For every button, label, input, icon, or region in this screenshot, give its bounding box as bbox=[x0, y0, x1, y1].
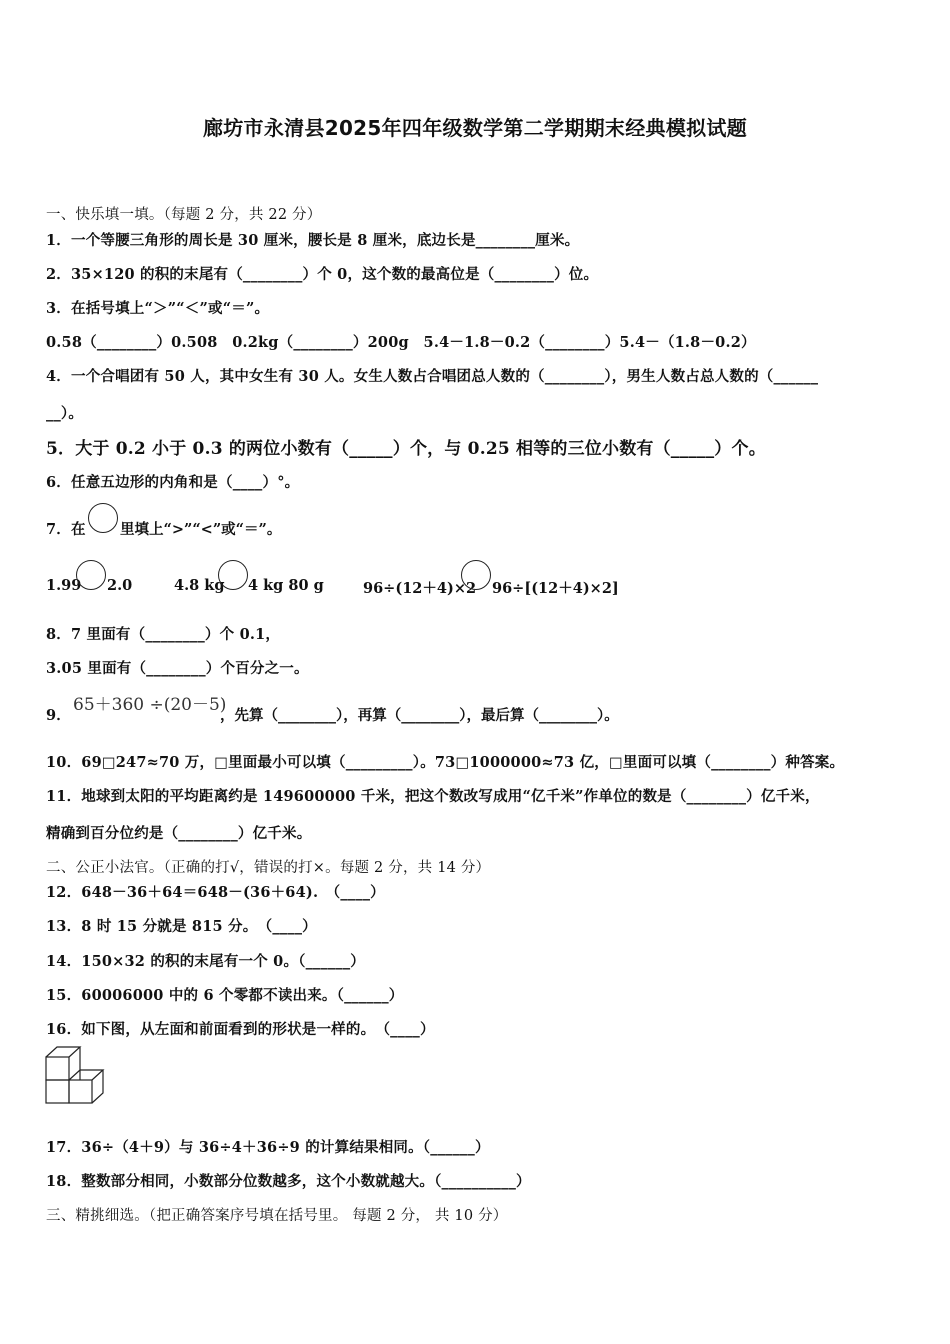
compare-circle-c[interactable] bbox=[461, 560, 491, 590]
question-9-expression: 65＋360 ÷(20－5) bbox=[73, 695, 227, 715]
compare-circle-a[interactable] bbox=[76, 560, 106, 590]
question-15: 15．60006000 中的 6 个零都不读出来。（______） bbox=[46, 987, 404, 1004]
question-16: 16．如下图，从左面和前面看到的形状是一样的。 （____） bbox=[46, 1021, 435, 1038]
section-2-heading: 二、公正小法官。（正确的打√，错误的打×。每题 2 分，共 14 分） bbox=[46, 860, 491, 876]
question-7-suffix: 里填上“>”“<”或“＝”。 bbox=[120, 521, 282, 538]
question-18: 18．整数部分相同，小数部分位数越多，这个小数就越大。（__________） bbox=[46, 1173, 531, 1190]
question-10: 10．69□247≈70 万，□里面最小可以填（_________）。73□1000000≈73 亿，□里面可以填（________）种答案。 bbox=[46, 754, 845, 771]
question-14: 14．150×32 的积的末尾有一个 0。（______） bbox=[46, 953, 366, 970]
question-9-number: 9． bbox=[46, 707, 71, 724]
q7-c-left: 96÷(12＋4)×2 bbox=[363, 580, 477, 597]
compare-circle-icon bbox=[88, 503, 118, 533]
question-2: 2．35×120 的积的末尾有（________）个 0，这个数的最高位是（________）位。 bbox=[46, 266, 599, 283]
question-9-rest: ，先算（________），再算（________），最后算（________）。 bbox=[220, 707, 619, 724]
question-8-continued: 3.05 里面有（________）个百分之一。 bbox=[46, 660, 309, 677]
q7-b-right: 4 kg 80 g bbox=[248, 577, 324, 594]
section-1-heading: 一、快乐填一填。（每题 2 分，共 22 分） bbox=[46, 207, 322, 223]
page-title: 廊坊市永清县2025年四年级数学第二学期期末经典模拟试题 bbox=[202, 116, 748, 140]
compare-circle-b[interactable] bbox=[218, 560, 248, 590]
section-3-heading: 三、精挑细选。（把正确答案序号填在括号里。 每题 2 分， 共 10 分） bbox=[46, 1208, 508, 1224]
question-17: 17．36÷（4＋9）与 36÷4＋36÷9 的计算结果相同。（______） bbox=[46, 1139, 490, 1156]
question-1: 1．一个等腰三角形的周长是 30 厘米，腰长是 8 厘米，底边长是________厘米。 bbox=[46, 232, 580, 249]
cube-stack-figure bbox=[45, 1045, 109, 1109]
q7-b-left: 4.8 kg bbox=[174, 577, 225, 594]
q7-a-right: 2.0 bbox=[107, 577, 133, 594]
question-3: 3．在括号填上“＞”“＜”或“＝”。 bbox=[46, 300, 270, 317]
question-5: 5．大于 0.2 小于 0.3 的两位小数有（_____）个，与 0.25 相等的三位小数有（_____）个。 bbox=[46, 439, 766, 459]
question-13: 13．8 时 15 分就是 815 分。 （____） bbox=[46, 918, 317, 935]
question-8: 8．7 里面有（________）个 0.1， bbox=[46, 626, 281, 643]
question-4-continued: __）。 bbox=[46, 405, 84, 422]
question-12: 12．648－36＋64＝648－(36＋64). （____） bbox=[46, 884, 385, 901]
question-6: 6．任意五边形的内角和是（____）°。 bbox=[46, 474, 300, 491]
question-3-items: 0.58（________）0.508 0.2kg（________）200g 5.4－1.8－0.2（________）5.4－（1.8－0.2） bbox=[46, 334, 756, 351]
question-7-prefix: 7．在 bbox=[46, 521, 86, 538]
question-11-continued: 精确到百分位约是（________）亿千米。 bbox=[46, 825, 312, 842]
question-4: 4．一个合唱团有 50 人，其中女生有 30 人。女生人数占合唱团总人数的（________），男生人数占总人数的（______ bbox=[46, 368, 819, 385]
q7-c-right: 96÷[(12＋4)×2] bbox=[492, 580, 619, 597]
q7-a-left: 1.99 bbox=[46, 577, 82, 594]
question-11: 11．地球到太阳的平均距离约是 149600000 千米，把这个数改写成用“亿千米”作单位的数是（________）亿千米， bbox=[46, 788, 820, 805]
